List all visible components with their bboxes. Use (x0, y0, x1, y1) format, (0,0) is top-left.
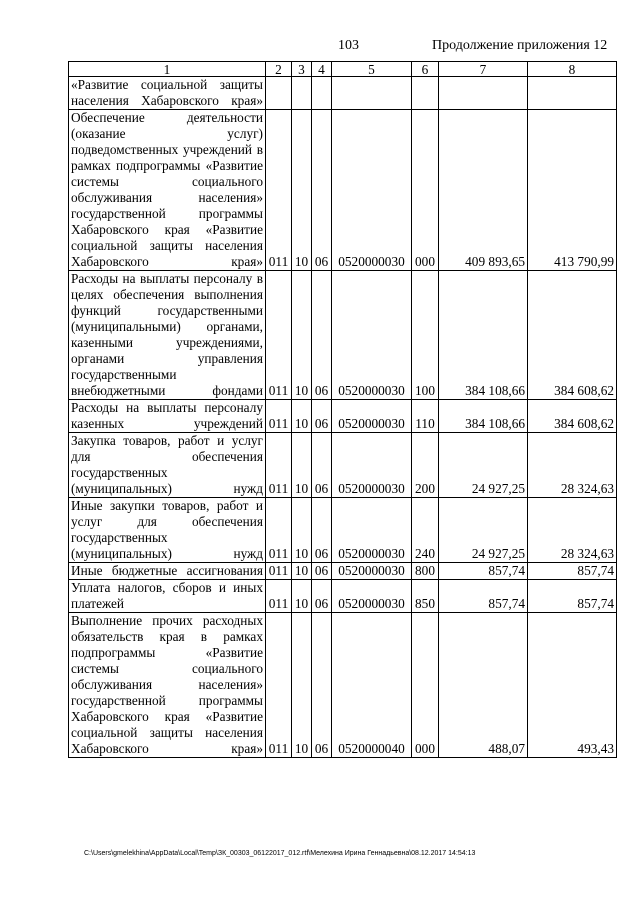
cell-c4: 06 (312, 271, 332, 400)
cell-c2: 011 (266, 271, 292, 400)
cell-c8: 384 608,62 (528, 271, 617, 400)
table-row (69, 613, 617, 758)
row-description: Иные бюджетные ассигнования (69, 563, 266, 580)
table-row (69, 110, 617, 271)
column-header: 2 (266, 62, 292, 77)
cell-c5 (332, 77, 412, 110)
cell-c8: 413 790,99 (528, 110, 617, 271)
cell-c5: 0520000030 (332, 433, 412, 498)
cell-c7: 409 893,65 (439, 110, 528, 271)
cell-c2 (266, 77, 292, 110)
cell-c7 (439, 77, 528, 110)
row-description: Закупка товаров, работ и услуг для обеспечения государственных (муниципальных) нужд (69, 433, 266, 498)
cell-c7: 24 927,25 (439, 498, 528, 563)
cell-c8: 493,43 (528, 613, 617, 758)
row-description: Выполнение прочих расходных обязательств края в рамках подпрограммы «Развитие системы социального обслуживания населения» государственной программы Хабаровского края «Развитие социальной защиты населения Хабаровского края» (69, 613, 266, 758)
row-description: «Развитие социальной защиты населения Хабаровского края» (69, 77, 266, 110)
cell-c7: 384 108,66 (439, 271, 528, 400)
column-header: 6 (412, 62, 439, 77)
cell-c3 (292, 77, 312, 110)
table-row (69, 580, 617, 613)
page-number: 103 (338, 38, 359, 53)
cell-c5: 0520000030 (332, 271, 412, 400)
row-description: Расходы на выплаты персоналу казенных учреждений (69, 400, 266, 433)
column-header: 7 (439, 62, 528, 77)
cell-c2: 011 (266, 400, 292, 433)
cell-c3: 10 (292, 613, 312, 758)
cell-c2: 011 (266, 613, 292, 758)
table-row (69, 498, 617, 563)
cell-c5: 0520000030 (332, 580, 412, 613)
column-header: 1 (69, 62, 266, 77)
cell-c2: 011 (266, 433, 292, 498)
column-header-row (69, 62, 617, 77)
cell-c8 (528, 77, 617, 110)
cell-c5: 0520000030 (332, 400, 412, 433)
row-description: Иные закупки товаров, работ и услуг для обеспечения государственных (муниципальных) нужд (69, 498, 266, 563)
budget-table (68, 61, 617, 758)
table-row (69, 433, 617, 498)
cell-c3: 10 (292, 110, 312, 271)
cell-c4: 06 (312, 110, 332, 271)
cell-c8: 384 608,62 (528, 400, 617, 433)
footer-file-path: C:\Users\gmelekhina\AppData\Local\Temp\ЗК_00303_06122017_012.rtf\Мелехина Ирина Геннадьевна\08.12.2017 14:54:13 (84, 850, 476, 857)
cell-c7: 24 927,25 (439, 433, 528, 498)
cell-c3: 10 (292, 580, 312, 613)
cell-c5: 0520000030 (332, 498, 412, 563)
cell-c7: 488,07 (439, 613, 528, 758)
cell-c3: 10 (292, 563, 312, 580)
cell-c5: 0520000030 (332, 563, 412, 580)
cell-c6: 000 (412, 110, 439, 271)
cell-c4: 06 (312, 613, 332, 758)
table-row (69, 77, 617, 110)
cell-c3: 10 (292, 433, 312, 498)
cell-c6: 100 (412, 271, 439, 400)
cell-c4 (312, 77, 332, 110)
cell-c6: 240 (412, 498, 439, 563)
column-header: 5 (332, 62, 412, 77)
column-header: 8 (528, 62, 617, 77)
cell-c6: 000 (412, 613, 439, 758)
cell-c4: 06 (312, 498, 332, 563)
row-description: Расходы на выплаты персоналу в целях обеспечения выполнения функций государственными (муниципальными) органами, казенными учреждениями, органами управления государственными внебюджетными фондами (69, 271, 266, 400)
cell-c3: 10 (292, 271, 312, 400)
row-description: Обеспечение деятельности (оказание услуг) подведомственных учреждений в рамках подпрограммы «Развитие системы социального обслуживания населения» государственной программы Хабаровского края «Развитие социальной защиты населения Хабаровского края» (69, 110, 266, 271)
cell-c6: 800 (412, 563, 439, 580)
cell-c4: 06 (312, 433, 332, 498)
cell-c7: 857,74 (439, 563, 528, 580)
cell-c8: 857,74 (528, 563, 617, 580)
cell-c7: 857,74 (439, 580, 528, 613)
table-row (69, 400, 617, 433)
cell-c8: 28 324,63 (528, 498, 617, 563)
cell-c6: 110 (412, 400, 439, 433)
cell-c2: 011 (266, 563, 292, 580)
cell-c3: 10 (292, 498, 312, 563)
cell-c8: 28 324,63 (528, 433, 617, 498)
continuation-label: Продолжение приложения 12 (432, 38, 608, 53)
column-header: 4 (312, 62, 332, 77)
cell-c4: 06 (312, 400, 332, 433)
cell-c2: 011 (266, 498, 292, 563)
cell-c7: 384 108,66 (439, 400, 528, 433)
cell-c4: 06 (312, 580, 332, 613)
table-row (69, 271, 617, 400)
cell-c2: 011 (266, 580, 292, 613)
cell-c6: 200 (412, 433, 439, 498)
cell-c6 (412, 77, 439, 110)
column-header: 3 (292, 62, 312, 77)
cell-c5: 0520000030 (332, 110, 412, 271)
cell-c3: 10 (292, 400, 312, 433)
table-row (69, 563, 617, 580)
cell-c4: 06 (312, 563, 332, 580)
cell-c2: 011 (266, 110, 292, 271)
cell-c5: 0520000040 (332, 613, 412, 758)
cell-c6: 850 (412, 580, 439, 613)
cell-c8: 857,74 (528, 580, 617, 613)
row-description: Уплата налогов, сборов и иных платежей (69, 580, 266, 613)
